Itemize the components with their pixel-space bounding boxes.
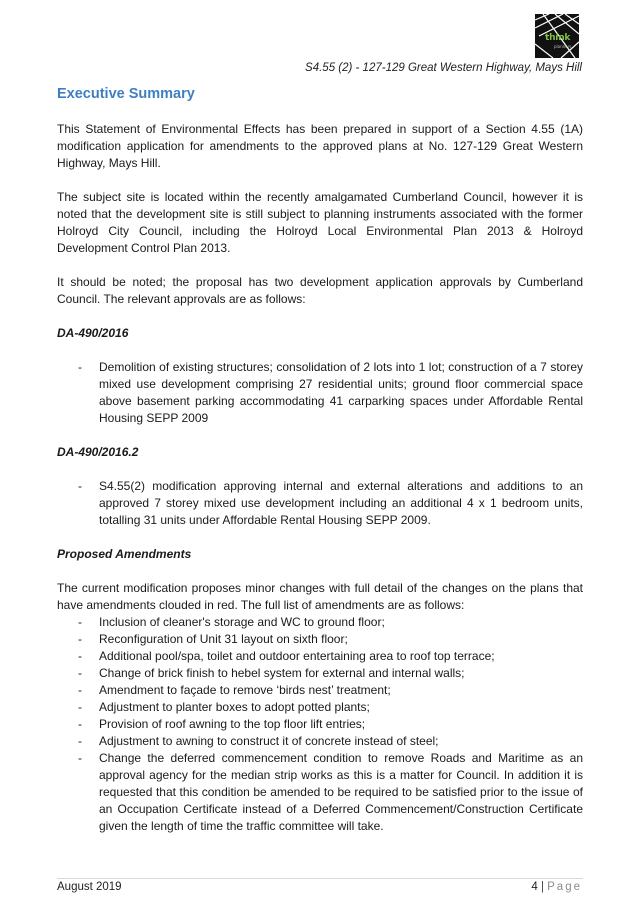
list-item	[57, 478, 583, 529]
list-item	[57, 699, 583, 716]
dash-bullet: -	[78, 479, 82, 493]
proposed-amendments-heading: Proposed Amendments	[57, 547, 192, 561]
footer-divider	[57, 878, 583, 879]
list-item	[57, 648, 583, 665]
list-item	[57, 614, 583, 631]
da2-list	[57, 478, 583, 529]
dash-bullet: -	[78, 734, 82, 748]
list-item	[57, 665, 583, 682]
footer-date: August 2019	[57, 881, 122, 893]
list-item-text: Demolition of existing structures; consolidation of 2 lots into 1 lot; construction of a 7 storey mixed use development comprising 27 residential units; ground floor commercial space above basement parking accommodating 41 carparking spaces under Affordable Rental Housing SEPP 2009	[99, 360, 583, 425]
dash-bullet: -	[78, 717, 82, 731]
list-item-text: S4.55(2) modification approving internal and external alterations and additions to an approved 7 storey mixed use development including an additional 4 x 1 bedroom units, totalling 31 units under Affordable Rental Housing SEPP 2009.	[99, 479, 583, 527]
list-item	[57, 682, 583, 699]
page-label: Page	[547, 881, 582, 893]
approvals-paragraph: It should be noted; the proposal has two development application approvals by Cumberland Council. The relevant approvals are as follows:	[57, 275, 583, 306]
logo-text: think	[545, 33, 571, 43]
dash-bullet: -	[78, 615, 82, 629]
site-paragraph: The subject site is located within the recently amalgamated Cumberland Council, however it is noted that the development site is still subject to planning instruments associated with the former Holroyd City Council, including the Holroyd Local Environmental Plan 2013 & Holroyd Development Control Plan 2013.	[57, 190, 583, 255]
list-item	[57, 359, 583, 427]
intro-paragraph: This Statement of Environmental Effects has been prepared in support of a Section 4.55 (1A) modification application for amendments to the approved plans at No. 127-129 Great Western Highway, Mays Hill.	[57, 122, 583, 170]
list-item-text: Additional pool/spa, toilet and outdoor entertaining area to roof top terrace;	[99, 649, 495, 663]
page-number: 4	[531, 881, 538, 893]
list-item-text: Change the deferred commencement condition to remove Roads and Maritime as an approval agency for the median strip works as this is a matter for Council. In addition it is requested that this condition be amended to be required to be satisfied prior to the issue of an Occupation Certificate instead of a Deferred Commencement/Construction Certificate given the length of time the traffic committee will take.	[99, 751, 583, 833]
footer-page-number	[531, 881, 582, 893]
dash-bullet: -	[78, 683, 82, 697]
list-item-text: Reconfiguration of Unit 31 layout on sixth floor;	[99, 632, 348, 646]
list-item-text: Adjustment to planter boxes to adopt potted plants;	[99, 700, 370, 714]
document-body	[57, 121, 583, 835]
page-title: Executive Summary	[57, 86, 195, 102]
dash-bullet: -	[78, 360, 82, 374]
dash-bullet: -	[78, 751, 82, 765]
amendments-intro-paragraph: The current modification proposes minor changes with full detail of the changes on the plans that have amendments clouded in red. The full list of amendments are as follows:	[57, 581, 583, 612]
da2-heading: DA-490/2016.2	[57, 445, 139, 459]
list-item	[57, 716, 583, 733]
company-logo	[535, 14, 579, 58]
da1-heading: DA-490/2016	[57, 326, 129, 340]
header-reference: S4.55 (2) - 127-129 Great Western Highway, Mays Hill	[305, 62, 582, 74]
dash-bullet: -	[78, 649, 82, 663]
list-item	[57, 750, 583, 835]
amendments-list	[57, 614, 583, 835]
dash-bullet: -	[78, 700, 82, 714]
da1-list	[57, 359, 583, 427]
list-item	[57, 733, 583, 750]
dash-bullet: -	[78, 666, 82, 680]
logo-subtext: planners	[554, 44, 572, 49]
list-item	[57, 631, 583, 648]
list-item-text: Inclusion of cleaner's storage and WC to ground floor;	[99, 615, 385, 629]
dash-bullet: -	[78, 632, 82, 646]
list-item-text: Amendment to façade to remove ‘birds nest’ treatment;	[99, 683, 391, 697]
list-item-text: Change of brick finish to hebel system for external and internal walls;	[99, 666, 465, 680]
list-item-text: Provision of roof awning to the top floor lift entries;	[99, 717, 366, 731]
page-separator: |	[540, 881, 544, 893]
list-item-text: Adjustment to awning to construct it of concrete instead of steel;	[99, 734, 439, 748]
